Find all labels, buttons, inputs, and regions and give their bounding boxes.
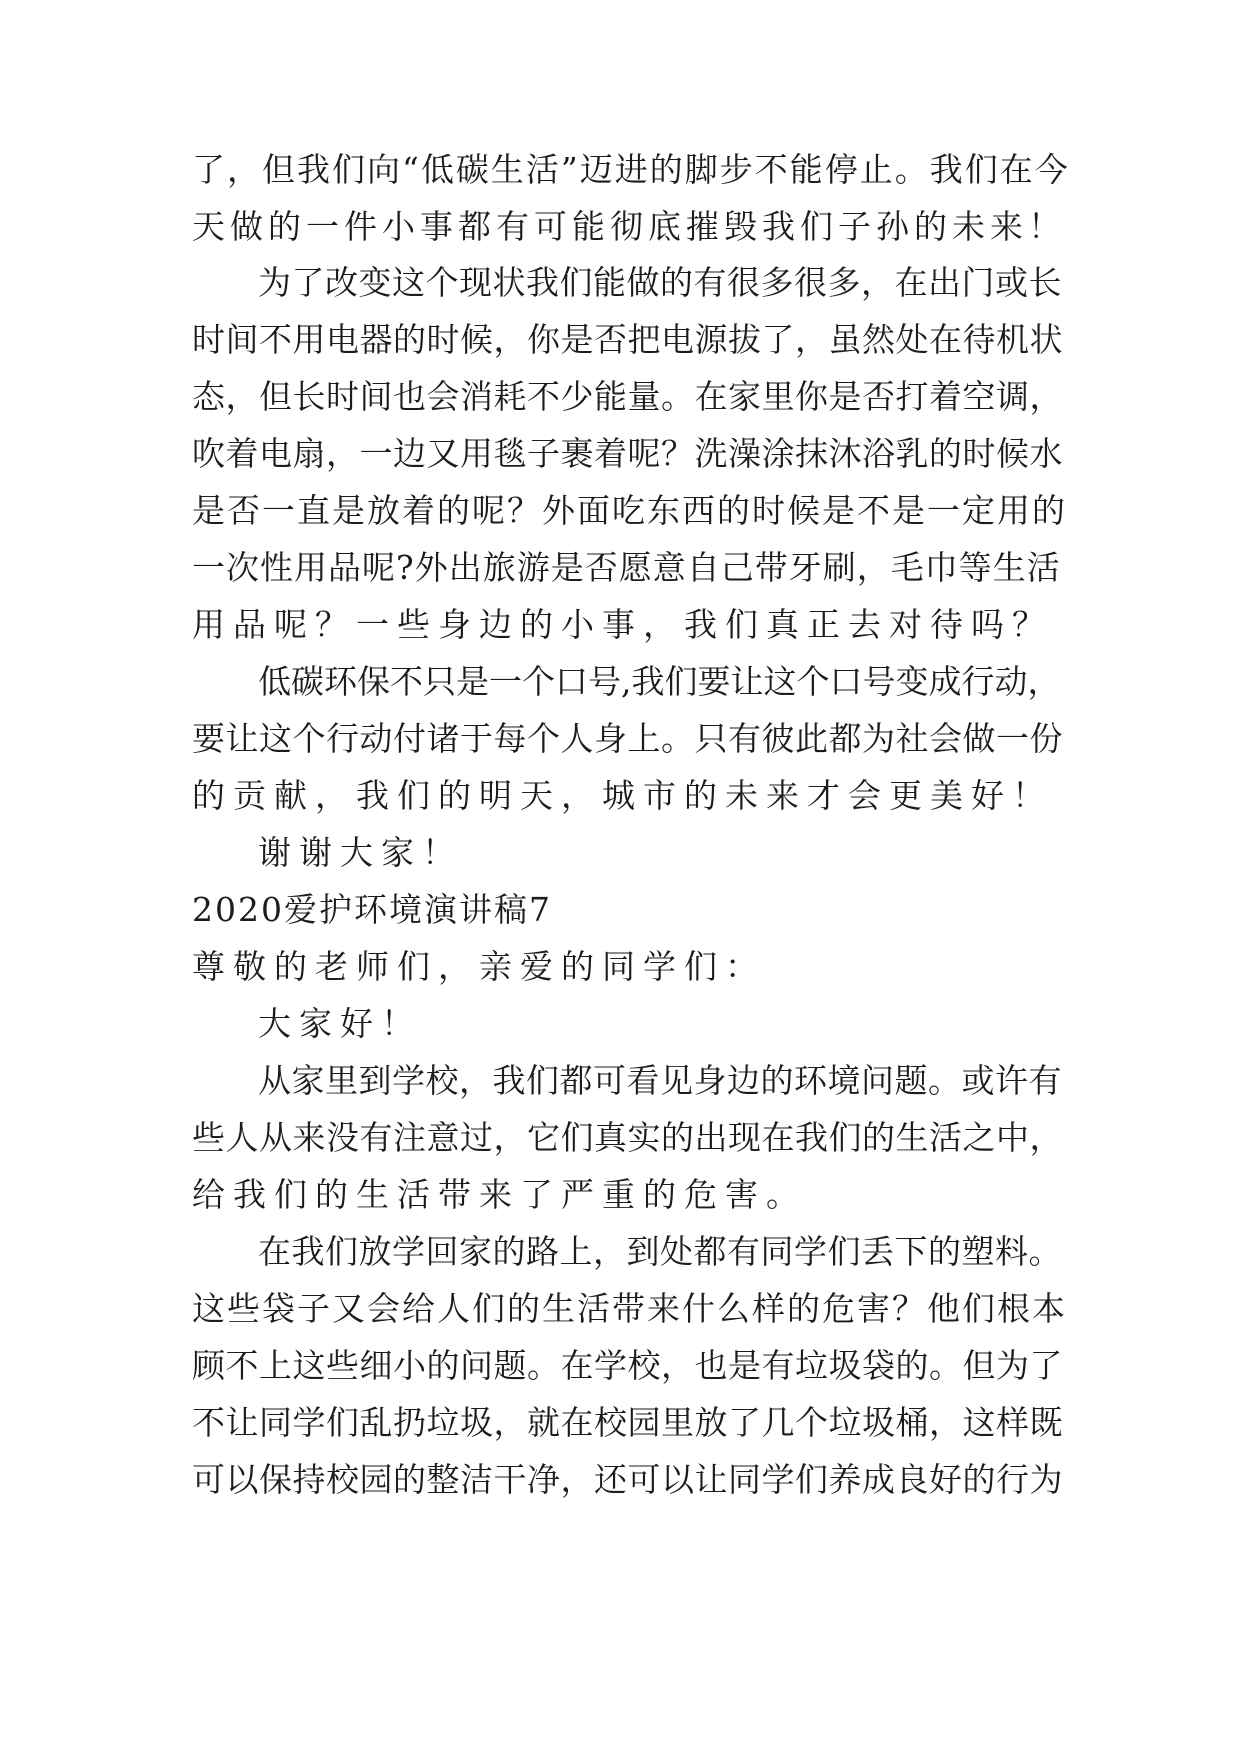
body-text-line: 的贡献，我们的明天，城市的未来才会更美好！ [192,776,1053,815]
section-heading: 2020爱护环境演讲稿7 [192,890,552,929]
body-text-line: 天做的一件小事都有可能彻底摧毁我们子孙的未来！ [192,207,1066,246]
paragraph-first-line: 为了改变这个现状我们能做的有很多很多，在出门或长 [258,263,1062,302]
body-text-line: 可以保持校园的整洁干净，还可以让同学们养成良好的行为 [192,1460,1063,1499]
body-text-line: 吹着电扇，一边又用毯子裹着呢？洗澡涂抹沐浴乳的时候水 [192,434,1063,473]
salutation-line: 尊敬的老师们，亲爱的同学们： [192,947,766,986]
body-text-line: 给我们的生活带来了严重的危害。 [192,1175,807,1214]
body-text-line: 顾不上这些细小的问题。在学校，也是有垃圾袋的。但为了 [192,1346,1063,1385]
body-text-line: 态，但长时间也会消耗不少能量。在家里你是否打着空调， [192,377,1063,416]
body-text-line: 了，但我们向“低碳生活”迈进的脚步不能停止。我们在今 [192,150,1070,189]
paragraph-first-line: 在我们放学回家的路上，到处都有同学们丢下的塑料。 [258,1232,1062,1271]
paragraph-first-line: 从家里到学校，我们都可看见身边的环境问题。或许有 [258,1061,1062,1100]
body-text-line: 时间不用电器的时候，你是否把电源拔了，虽然处在待机状 [192,320,1063,359]
body-text-line: 是否一直是放着的呢？外面吃东西的时候是不是一定用的 [192,491,1067,530]
greeting-line: 大家好！ [258,1004,422,1043]
closing-line: 谢谢大家！ [258,833,463,872]
body-text-line: 要让这个行动付诸于每个人身上。只有彼此都为社会做一份 [192,719,1063,758]
body-text-line: 用品呢？一些身边的小事，我们真正去对待吗？ [192,605,1053,644]
body-text-line: 这些袋子又会给人们的生活带来什么样的危害？他们根本 [192,1289,1067,1328]
body-text-line: 些人从来没有注意过，它们真实的出现在我们的生活之中， [192,1118,1063,1157]
paragraph-first-line: 低碳环保不只是一个口号,我们要让这个口号变成行动， [258,662,1061,701]
body-text-line: 不让同学们乱扔垃圾，就在校园里放了几个垃圾桶，这样既 [192,1403,1063,1442]
body-text-line: 一次性用品呢?外出旅游是否愿意自己带牙刷，毛巾等生活 [192,548,1061,587]
